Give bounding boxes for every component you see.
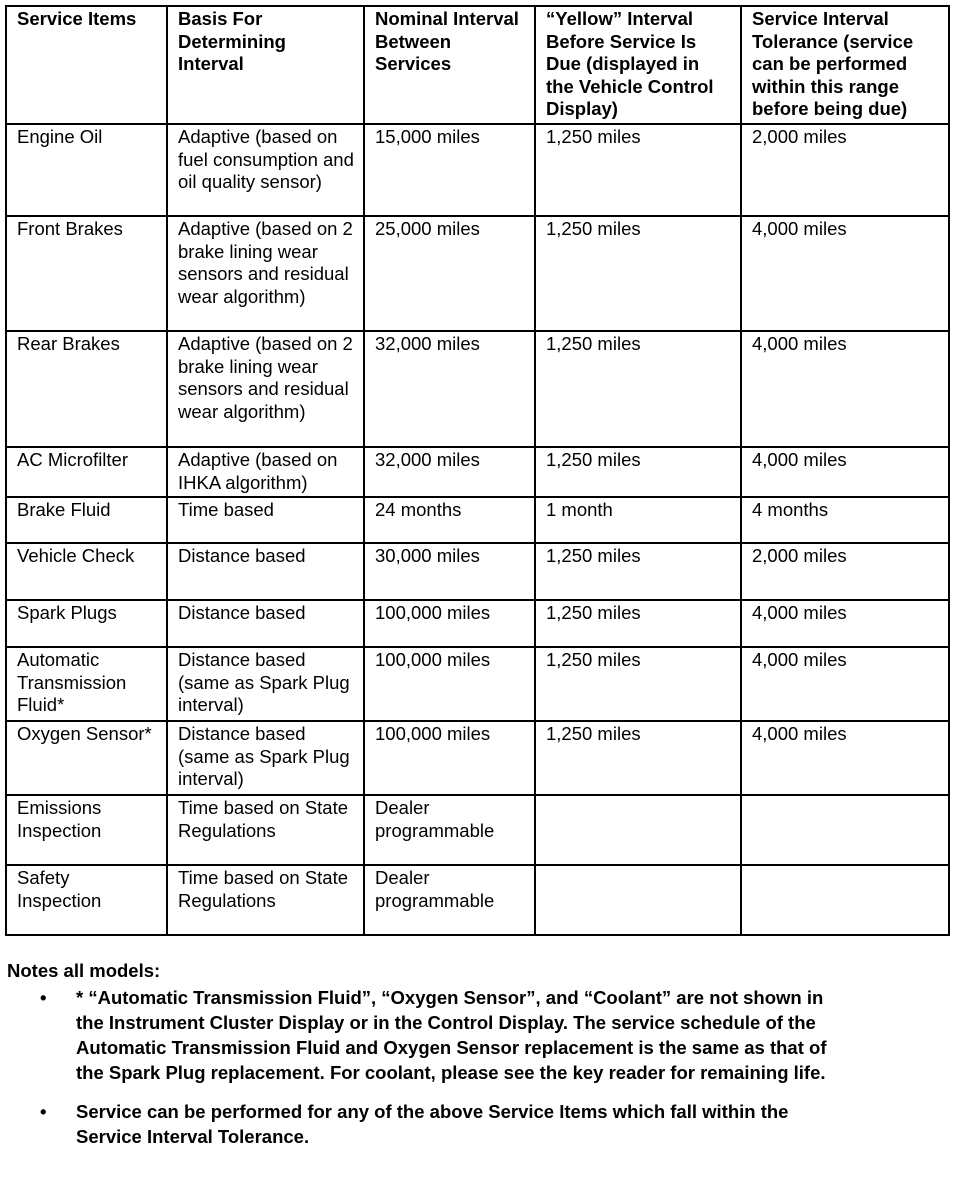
cell-yellow: 1,250 miles (535, 721, 741, 795)
cell-tolerance: 2,000 miles (741, 543, 949, 600)
cell-yellow: 1,250 miles (535, 124, 741, 216)
cell-service-item: AC Microfilter (6, 447, 167, 497)
cell-yellow (535, 795, 741, 865)
note-text: Service can be performed for any of the above Service Items which fall within the Service Interval Tolerance. (76, 1101, 789, 1147)
cell-basis: Time based (167, 497, 364, 543)
cell-tolerance: 4,000 miles (741, 647, 949, 721)
cell-service-item: Automatic Transmission Fluid* (6, 647, 167, 721)
table-header-row (6, 6, 949, 124)
cell-basis: Time based on State Regulations (167, 865, 364, 935)
cell-tolerance: 4,000 miles (741, 216, 949, 331)
cell-basis: Adaptive (based on 2 brake lining wear sensors and residual wear algorithm) (167, 216, 364, 331)
cell-yellow: 1,250 miles (535, 543, 741, 600)
table-row (6, 216, 949, 331)
table-row (6, 124, 949, 216)
cell-tolerance: 4,000 miles (741, 721, 949, 795)
header-nominal-interval: Nominal Interval Between Services (364, 6, 535, 124)
notes-list (7, 985, 937, 1149)
bullet-icon: • (40, 987, 47, 1008)
cell-nominal: 32,000 miles (364, 447, 535, 497)
cell-nominal: 30,000 miles (364, 543, 535, 600)
table-row (6, 600, 949, 647)
cell-tolerance (741, 795, 949, 865)
cell-service-item: Front Brakes (6, 216, 167, 331)
table-row (6, 331, 949, 447)
cell-nominal: Dealer programmable (364, 865, 535, 935)
table-row (6, 497, 949, 543)
cell-yellow: 1,250 miles (535, 216, 741, 331)
cell-service-item: Spark Plugs (6, 600, 167, 647)
cell-yellow: 1,250 miles (535, 331, 741, 447)
cell-tolerance: 4,000 miles (741, 447, 949, 497)
table-row (6, 865, 949, 935)
header-yellow-interval: “Yellow” Interval Before Service Is Due (displayed in the Vehicle Control Display) (535, 6, 741, 124)
cell-yellow: 1 month (535, 497, 741, 543)
bullet-icon: • (40, 1101, 47, 1122)
cell-nominal: 100,000 miles (364, 600, 535, 647)
list-item (7, 1099, 846, 1149)
table-row (6, 447, 949, 497)
cell-basis: Adaptive (based on IHKA algorithm) (167, 447, 364, 497)
cell-service-item: Vehicle Check (6, 543, 167, 600)
cell-basis: Adaptive (based on fuel consumption and oil quality sensor) (167, 124, 364, 216)
cell-tolerance: 4 months (741, 497, 949, 543)
table-row (6, 795, 949, 865)
header-service-items: Service Items (6, 6, 167, 124)
service-interval-table (5, 5, 950, 936)
cell-service-item: Emissions Inspection (6, 795, 167, 865)
cell-yellow: 1,250 miles (535, 647, 741, 721)
cell-service-item: Brake Fluid (6, 497, 167, 543)
table-row (6, 721, 949, 795)
cell-nominal: 15,000 miles (364, 124, 535, 216)
cell-nominal: 25,000 miles (364, 216, 535, 331)
cell-yellow: 1,250 miles (535, 447, 741, 497)
header-basis: Basis For Determining Interval (167, 6, 364, 124)
cell-basis: Adaptive (based on 2 brake lining wear sensors and residual wear algorithm) (167, 331, 364, 447)
cell-nominal: 32,000 miles (364, 331, 535, 447)
cell-service-item: Safety Inspection (6, 865, 167, 935)
list-item (7, 985, 846, 1085)
cell-service-item: Rear Brakes (6, 331, 167, 447)
cell-nominal: 24 months (364, 497, 535, 543)
cell-basis: Distance based (same as Spark Plug interval) (167, 647, 364, 721)
cell-basis: Distance based (167, 543, 364, 600)
notes-title: Notes all models: (7, 960, 161, 981)
cell-basis: Distance based (same as Spark Plug interval) (167, 721, 364, 795)
table-row (6, 647, 949, 721)
cell-yellow (535, 865, 741, 935)
cell-tolerance: 2,000 miles (741, 124, 949, 216)
cell-nominal: 100,000 miles (364, 647, 535, 721)
cell-basis: Time based on State Regulations (167, 795, 364, 865)
notes-section (7, 958, 937, 1149)
cell-service-item: Oxygen Sensor* (6, 721, 167, 795)
cell-tolerance: 4,000 miles (741, 600, 949, 647)
note-text: * “Automatic Transmission Fluid”, “Oxygen Sensor”, and “Coolant” are not shown in the Instrument Cluster Display or in the Control Display. The service schedule of the Automatic Transmission Fluid and Oxygen Sensor replacement is the same as that of the Spark Plug replacement. For coolant, please see the key reader for remaining life. (76, 987, 827, 1083)
header-tolerance: Service Interval Tolerance (service can be performed within this range before being due) (741, 6, 949, 124)
cell-tolerance: 4,000 miles (741, 331, 949, 447)
cell-service-item: Engine Oil (6, 124, 167, 216)
table-row (6, 543, 949, 600)
cell-nominal: Dealer programmable (364, 795, 535, 865)
cell-yellow: 1,250 miles (535, 600, 741, 647)
cell-nominal: 100,000 miles (364, 721, 535, 795)
cell-basis: Distance based (167, 600, 364, 647)
cell-tolerance (741, 865, 949, 935)
